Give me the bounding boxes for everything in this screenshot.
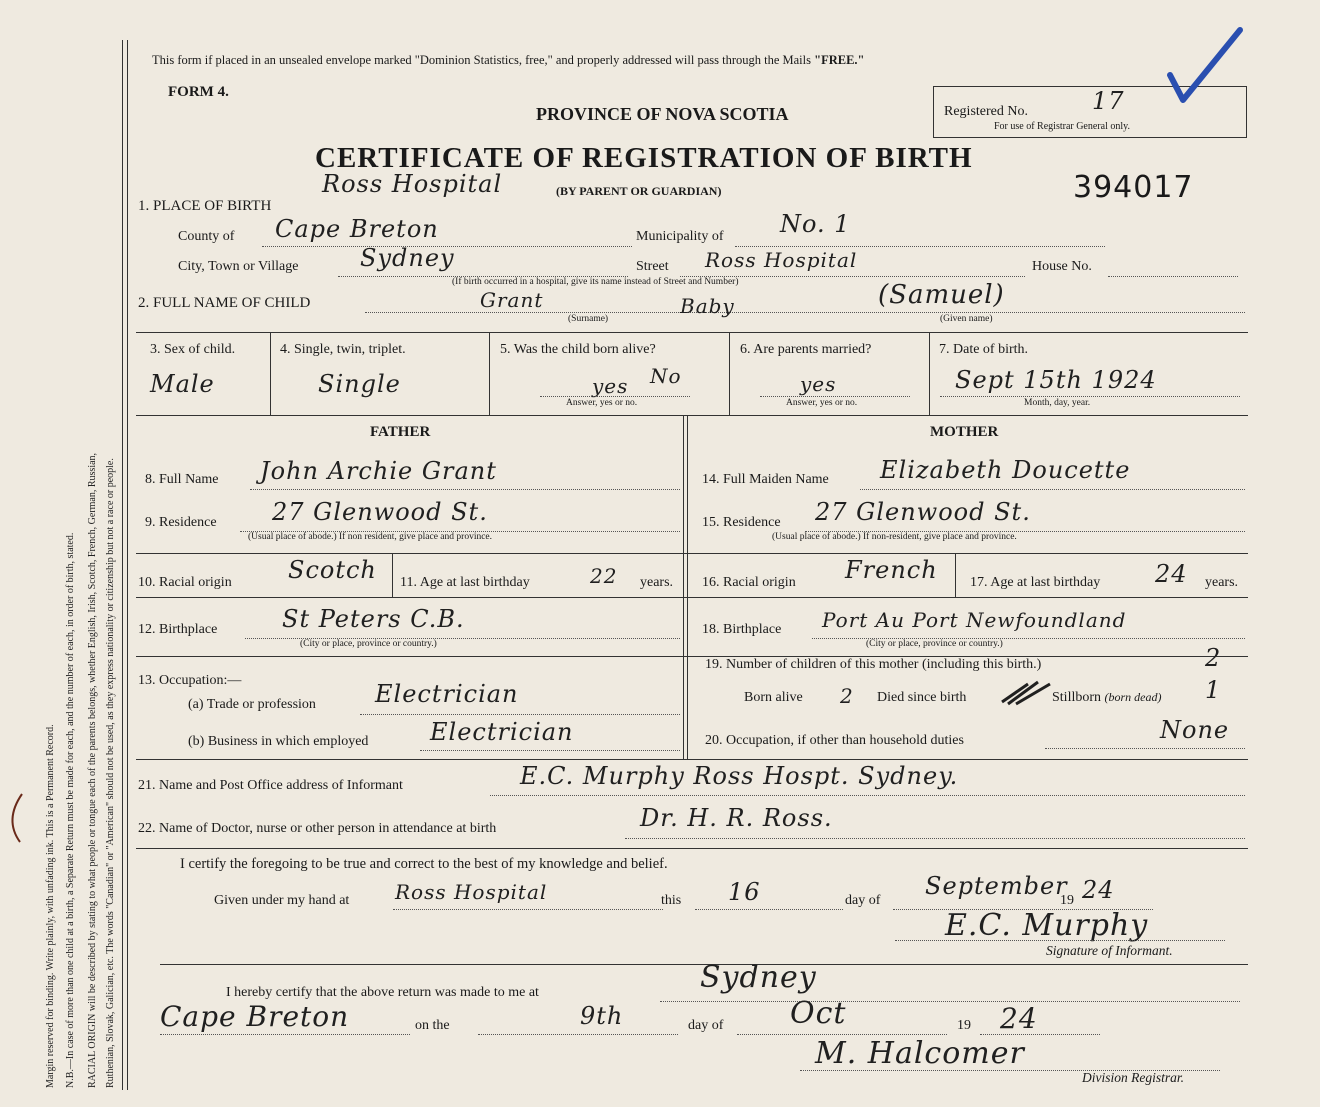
- county-label: County of: [178, 229, 235, 244]
- mother-birthplace-caption: (City or place, province or country.): [866, 639, 1003, 649]
- mother-race-value: French: [845, 556, 938, 584]
- father-birthplace-value: St Peters C.B.: [282, 605, 465, 633]
- street-label: Street: [636, 259, 669, 274]
- check-mark-icon: [1165, 20, 1245, 110]
- place-of-birth-label: 1. PLACE OF BIRTH: [138, 198, 272, 214]
- certify-statement: I certify the foregoing to be true and correct to the best of my knowledge and belief.: [180, 856, 668, 872]
- mother-heading: MOTHER: [930, 424, 999, 440]
- given-under-label: Given under my hand at: [214, 893, 350, 908]
- father-birthplace-caption: (City or place, province or country.): [300, 639, 437, 649]
- place-of-birth-value: Ross Hospital: [322, 170, 503, 198]
- margin-note-racial-origin: RACIAL ORIGIN will be described by stating to what people or tongue each of the parents belongs, whether English, Irish, Scotch, French, German, Russian,: [87, 452, 98, 1088]
- mother-children-value: 2: [1205, 644, 1222, 672]
- father-name-label: 8. Full Name: [145, 472, 219, 487]
- father-residence-caption: (Usual place of abode.) If non resident, give place and province.: [248, 532, 493, 542]
- registrar-day-of-label: day of: [688, 1018, 724, 1033]
- informant-value: E.C. Murphy Ross Hospt. Sydney.: [520, 762, 959, 790]
- mother-birthplace-label: 18. Birthplace: [702, 622, 782, 637]
- mother-occupation-label: 20. Occupation, if other than household duties: [705, 733, 964, 748]
- father-residence-value: 27 Glenwood St.: [272, 498, 488, 526]
- child-surname-value: Grant: [480, 288, 544, 312]
- born-alive-count-value: 2: [840, 684, 854, 708]
- informant-signature-caption: Signature of Informant.: [1046, 943, 1173, 958]
- mother-name-label: 14. Full Maiden Name: [702, 472, 829, 487]
- father-trade-value: Electrician: [375, 680, 519, 708]
- registrar-signature: M. Halcomer: [815, 1036, 1025, 1071]
- margin-note-binding: Margin reserved for binding. Write plainly, with unfading ink. This is a Permanent Record.: [45, 724, 56, 1088]
- father-birthplace-label: 12. Birthplace: [138, 622, 218, 637]
- municipality-value: No. 1: [780, 210, 851, 238]
- stillborn-label: Stillborn (born dead): [1052, 690, 1162, 705]
- stamp-number: 394017: [1073, 170, 1194, 205]
- sex-label: 3. Sex of child.: [150, 342, 236, 357]
- registrar-place-value: Sydney: [700, 960, 817, 995]
- father-residence-label: 9. Residence: [145, 515, 217, 530]
- certify-day-of-label: day of: [845, 893, 881, 908]
- father-years-label: years.: [640, 575, 674, 590]
- margin-border-inner: [127, 40, 128, 1090]
- certify-day-value: 16: [728, 878, 761, 906]
- father-race-label: 10. Racial origin: [138, 575, 232, 590]
- mother-birthplace-value: Port Au Port Newfoundland: [822, 608, 1127, 632]
- county-value: Cape Breton: [275, 215, 439, 243]
- sex-value: Male: [150, 370, 215, 398]
- father-age-label: 11. Age at last birthday: [400, 575, 530, 590]
- registrar-note: For use of Registrar General only.: [994, 121, 1130, 132]
- child-given-value: Baby: [680, 294, 735, 318]
- mother-occupation-value: None: [1160, 716, 1230, 744]
- date-of-birth-label: 7. Date of birth.: [939, 342, 1029, 357]
- hospital-note: (If birth occurred in a hospital, give its name instead of Street and Number): [452, 277, 739, 287]
- father-trade-label: (a) Trade or profession: [188, 697, 316, 712]
- child-name-label: 2. FULL NAME OF CHILD: [138, 295, 311, 311]
- province-heading: PROVINCE OF NOVA SCOTIA: [536, 104, 789, 124]
- father-race-value: Scotch: [288, 556, 377, 584]
- father-business-value: Electrician: [430, 718, 574, 746]
- plurality-label: 4. Single, twin, triplet.: [280, 342, 406, 357]
- stillborn-value: 1: [1205, 676, 1222, 704]
- certify-year-value: 24: [1082, 876, 1115, 904]
- registered-value: 17: [1092, 87, 1125, 115]
- mother-years-label: years.: [1205, 575, 1239, 590]
- registrar-month-value: Oct: [790, 996, 847, 1031]
- father-heading: FATHER: [370, 424, 431, 440]
- form-number: FORM 4.: [168, 84, 229, 100]
- registrar-signature-caption: Division Registrar.: [1082, 1070, 1185, 1085]
- margin-note-nationality: Ruthenian, Slovak, Galician, etc. The words "Canadian" or "American" should not be used, as they express nationality or citizenship but not a race or people.: [105, 458, 116, 1088]
- column-divider: [683, 415, 684, 656]
- died-since-birth-label: Died since birth: [877, 690, 967, 705]
- parents-married-value: yes: [800, 372, 837, 396]
- mother-age-value: 24: [1155, 560, 1188, 588]
- died-since-birth-scribble-icon: [998, 678, 1058, 708]
- municipality-label: Municipality of: [636, 229, 724, 244]
- margin-border: [122, 40, 123, 1090]
- given-name-caption: (Given name): [940, 314, 993, 324]
- mother-race-label: 16. Racial origin: [702, 575, 796, 590]
- informant-label: 21. Name and Post Office address of Informant: [138, 778, 403, 793]
- street-value: Ross Hospital: [705, 248, 858, 272]
- parents-married-label: 6. Are parents married?: [740, 342, 872, 357]
- doctor-label: 22. Name of Doctor, nurse or other person in attendance at birth: [138, 821, 497, 836]
- child-given-value-2: (Samuel): [878, 280, 1005, 310]
- informant-signature: E.C. Murphy: [945, 908, 1149, 943]
- registrar-year-value: 24: [1000, 1002, 1038, 1035]
- plurality-value: Single: [318, 370, 401, 398]
- mother-name-value: Elizabeth Doucette: [880, 456, 1131, 484]
- born-alive-label: 5. Was the child born alive?: [500, 342, 656, 357]
- date-of-birth-caption: Month, day, year.: [1024, 398, 1091, 408]
- mother-residence-caption: (Usual place of abode.) If non-resident, give place and province.: [772, 532, 1017, 542]
- postal-note: This form if placed in an unsealed envelope marked "Dominion Statistics, free," and properly addressed will pass through the Mails "FREE.": [152, 53, 865, 67]
- mother-residence-value: 27 Glenwood St.: [815, 498, 1031, 526]
- margin-note-nb: N.B.—In case of more than one child at a birth, a Separate Return must be made for each, and the number of each, in order of birth, stated.: [65, 532, 76, 1088]
- city-value: Sydney: [360, 244, 455, 272]
- born-alive-count-label: Born alive: [744, 690, 803, 705]
- date-of-birth-value: Sept 15th 1924: [955, 366, 1157, 394]
- registered-label: Registered No.: [944, 104, 1028, 119]
- certify-year-prefix: 19: [1060, 893, 1074, 908]
- father-name-value: John Archie Grant: [260, 457, 497, 485]
- mother-age-label: 17. Age at last birthday: [970, 575, 1101, 590]
- registrar-year-prefix: 19: [957, 1018, 971, 1033]
- registrar-on-the-label: on the: [415, 1018, 450, 1033]
- parents-married-caption: Answer, yes or no.: [786, 398, 858, 408]
- father-occupation-label: 13. Occupation:—: [138, 673, 242, 688]
- certify-this-label: this: [661, 893, 682, 908]
- father-age-value: 22: [590, 564, 618, 588]
- born-alive-value: yes: [592, 374, 629, 398]
- mother-residence-label: 15. Residence: [702, 515, 781, 530]
- certificate-title: CERTIFICATE OF REGISTRATION OF BIRTH: [315, 142, 973, 174]
- certify-month-value: September: [925, 872, 1068, 900]
- margin-ink-mark-icon: [0, 790, 30, 850]
- born-alive-value-2: No: [650, 364, 682, 388]
- born-alive-caption: Answer, yes or no.: [566, 398, 638, 408]
- registrar-county-value: Cape Breton: [160, 1000, 350, 1033]
- given-under-place: Ross Hospital: [395, 880, 548, 904]
- city-label: City, Town or Village: [178, 259, 299, 274]
- mother-children-label: 19. Number of children of this mother (including this birth.): [705, 657, 1042, 672]
- doctor-value: Dr. H. R. Ross.: [640, 804, 833, 832]
- house-number-label: House No.: [1032, 259, 1092, 274]
- registrar-statement: I hereby certify that the above return was made to me at: [226, 985, 539, 1000]
- registrar-day-value: 9th: [580, 1002, 624, 1030]
- surname-caption: (Surname): [568, 314, 609, 324]
- father-business-label: (b) Business in which employed: [188, 734, 369, 749]
- parent-guardian-subtitle: (BY PARENT OR GUARDIAN): [556, 184, 722, 198]
